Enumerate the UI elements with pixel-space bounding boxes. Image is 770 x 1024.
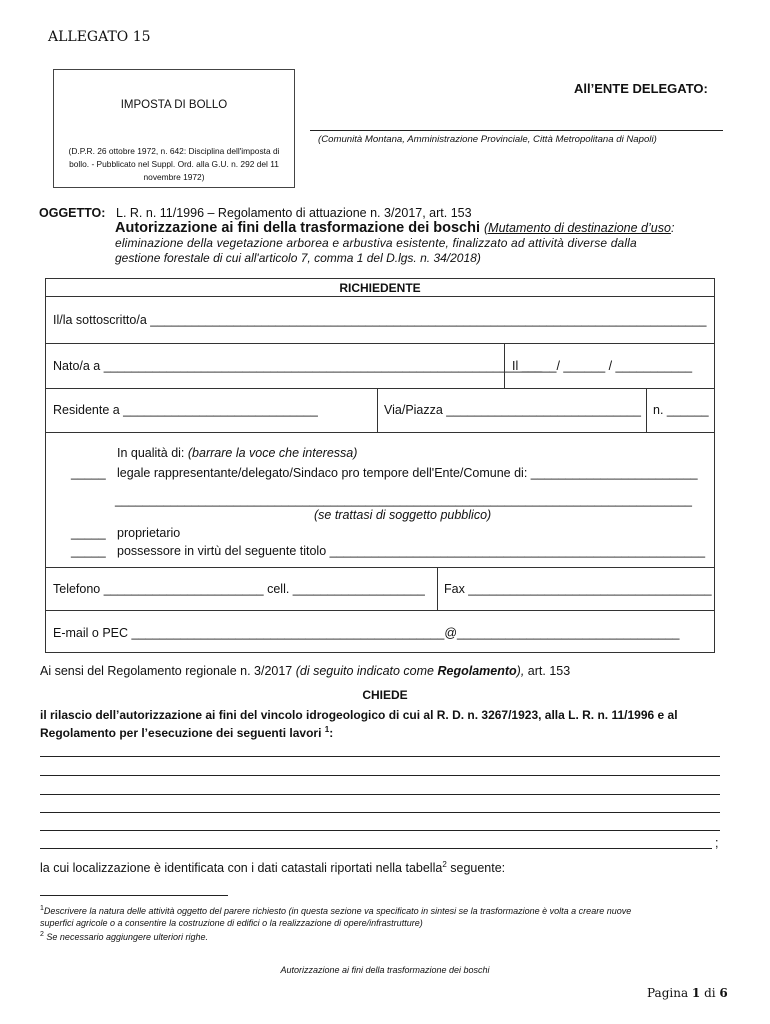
numero-civico-field[interactable]: n. ______ <box>653 403 709 417</box>
possessore-checkbox[interactable]: _____ <box>71 544 106 558</box>
lavori-semicolon: ; <box>715 836 719 850</box>
allegato-label: ALLEGATO 15 <box>48 29 151 45</box>
footnote-1-line-1: $^1$Descrivere la natura delle attività oggetto del parere richiesto (in questa sezione va specificato in sintesi se la trasformazione è volta a creare nuove <box>40 905 632 916</box>
fax-field[interactable]: Fax ___________________________________ <box>444 582 712 596</box>
oggetto-desc-2: gestione forestale di cui all'articolo 7, comma 1 del D.lgs. n. 34/2018) <box>115 251 481 265</box>
stamp-title: IMPOSTA DI BOLLO <box>120 99 228 111</box>
page-number: Pagina 1 di 6 <box>647 986 728 1000</box>
recipient-title: All’ENTE DELEGATO: <box>574 81 708 96</box>
recipient-subtitle: (Comunità Montana, Amministrazione Provinciale, Città Metropolitana di Napoli) <box>318 134 657 145</box>
recipient-line <box>310 130 723 131</box>
row-nato <box>45 344 715 389</box>
stamp-note: (D.P.R. 26 ottobre 1972, n. 642: Disciplina dell'imposta di bollo. - Pubblicato nel Suppl. Ord. alla G.U. n. 292 del 11 novembre 1972) <box>68 146 280 182</box>
row-residente <box>45 389 715 433</box>
oggetto-title: Autorizzazione ai fini della trasformazione dei boschi <box>115 220 480 236</box>
possessore-field[interactable]: possessore in virtù del seguente titolo ______________________________________________________ <box>117 544 706 558</box>
sottoscritto-field[interactable]: Il/la sottoscritto/a ________________________________________________________________________________ <box>53 313 707 327</box>
lavori-line-1[interactable] <box>40 756 720 757</box>
ente-extra-line[interactable]: ___________________________________________________________________________________ <box>115 493 693 507</box>
legale-field[interactable]: legale rappresentante/delegato/Sindaco pro tempore dell'Ente/Comune di: ________________________ <box>117 466 698 480</box>
lavori-line-2[interactable] <box>40 775 720 776</box>
ai-sensi-line: Ai sensi del Regolamento regionale n. 3/2017 (di seguito indicato come Regolamento), art. 153 <box>40 664 571 678</box>
legale-checkbox[interactable]: _____ <box>71 466 106 480</box>
lavori-line-6[interactable] <box>40 848 712 849</box>
oggetto-label: OGGETTO: <box>39 206 106 220</box>
via-field[interactable]: Via/Piazza ____________________________ <box>384 403 641 417</box>
footnote-1-line-2: superfici agricole o a consentire la costruzione di edifici o la realizzazione di opere/infrastrutture) <box>40 918 423 928</box>
footer-title: Autorizzazione ai fini della trasformazione dei boschi <box>280 965 490 975</box>
chiede-heading: CHIEDE <box>362 688 408 702</box>
proprietario-checkbox[interactable]: _____ <box>71 526 106 540</box>
oggetto-title-note: (Mutamento di destinazione d’uso <box>484 221 671 235</box>
oggetto-desc-1: eliminazione della vegetazione arborea e arbustiva esistente, finalizzato ad attività diverse dalla <box>115 236 637 250</box>
localizzazione-line: la cui localizzazione è identificata con i dati catastali riportati nella tabella$^2$ seguente: <box>40 860 506 876</box>
telefono-field[interactable]: Telefono _______________________ cell. ___________________ <box>53 582 425 596</box>
stamp-box <box>53 69 295 188</box>
soggetto-pubblico-note: (se trattasi di soggetto pubblico) <box>314 508 492 522</box>
proprietario-label: proprietario <box>117 526 181 540</box>
nato-field[interactable]: Nato/a a _______________________________________________________________ <box>53 359 542 373</box>
row-sottoscritto <box>45 297 715 344</box>
rilascio-line-1: il rilascio dell’autorizzazione ai fini del vincolo idrogeologico di cui al R. D. n. 3267/1923, alla L. R. n. 11/1996 e al <box>40 708 678 722</box>
oggetto-law: L. R. n. 11/1996 – Regolamento di attuazione n. 3/2017, art. 153 <box>116 206 472 220</box>
lavori-line-4[interactable] <box>40 812 720 813</box>
oggetto-title-line: Autorizzazione ai fini della trasformazione dei boschi (Mutamento di destinazione d’uso: <box>115 220 675 236</box>
email-field[interactable]: E-mail o PEC _____________________________________________@________________________________ <box>53 626 680 640</box>
qualita-label: In qualità di: (barrare la voce che interessa) <box>117 446 358 460</box>
lavori-line-5[interactable] <box>40 830 720 831</box>
form-header: RICHIEDENTE <box>45 278 715 297</box>
data-nascita-field[interactable]: Il _____/ ______ / ___________ <box>512 359 693 373</box>
footnote-2: $^2$ Se necessario aggiungere ulteriori righe. <box>40 931 209 942</box>
row-telefono <box>45 568 715 611</box>
rilascio-line-2: Regolamento per l’esecuzione dei seguenti lavori $^1$: <box>40 725 334 740</box>
row-qualita <box>45 433 715 568</box>
lavori-line-3[interactable] <box>40 794 720 795</box>
residente-field[interactable]: Residente a ____________________________ <box>53 403 318 417</box>
row-email <box>45 611 715 653</box>
footnote-separator <box>40 895 228 896</box>
